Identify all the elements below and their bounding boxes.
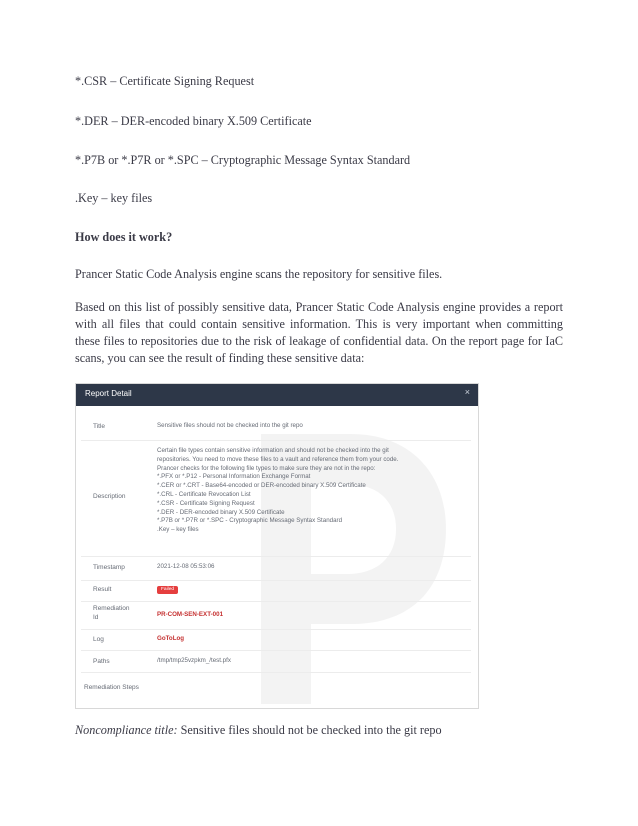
- description-line: Prancer checks for the following file types to make sure they are not in the repo:: [157, 464, 376, 472]
- description-label: Description: [93, 493, 126, 500]
- file-type-p7b: *.P7B or *.P7R or *.SPC – Cryptographic Message Syntax Standard: [75, 153, 411, 167]
- timestamp-value: 2021-12-08 05:53:06: [157, 563, 215, 570]
- log-label: Log: [93, 636, 104, 643]
- file-type-key: .Key – key files: [75, 191, 153, 205]
- title-value: Sensitive files should not be checked into the git repo: [157, 422, 303, 429]
- remediation-label-line: Id: [93, 614, 99, 621]
- file-type-csr: *.CSR – Certificate Signing Request: [75, 74, 255, 88]
- section-heading: How does it work?: [75, 230, 173, 244]
- status-badge: Failed: [157, 586, 178, 594]
- description-line: *.PFX or *.P12 - Personal Information Exchange Format: [157, 473, 311, 481]
- description-line: .Key – key files: [157, 526, 199, 534]
- title-label: Title: [93, 423, 106, 430]
- result-row: [81, 580, 471, 602]
- noncompliance-line: [75, 722, 563, 739]
- title-row: [81, 414, 471, 441]
- description-line: *.DER - DER-encoded binary X.509 Certificate: [157, 508, 285, 516]
- description-line: repositories. You need to move these files to a vault and reference them from your code.: [157, 455, 399, 463]
- noncompliance-value: Sensitive files should not be checked into the git repo: [177, 723, 442, 737]
- remediation-label-line: Remediation: [93, 605, 130, 612]
- remediation-steps-label: Remediation Steps: [84, 684, 139, 691]
- report-detail-panel: [75, 383, 479, 709]
- timestamp-row: [81, 556, 471, 581]
- report-header: [76, 384, 478, 406]
- description-line: Certain file types contain sensitive information and should not be checked into the git: [157, 447, 389, 454]
- result-label: Result: [93, 586, 112, 593]
- description-row: [81, 440, 471, 557]
- description-line: *.CRL - Certificate Revocation List: [157, 490, 251, 498]
- timestamp-label: Timestamp: [93, 564, 125, 571]
- log-row: [81, 629, 471, 651]
- paths-row: [81, 650, 471, 673]
- file-type-der: *.DER – DER-encoded binary X.509 Certificate: [75, 114, 312, 128]
- remediation-id-value: PR-COM-SEN-EXT-001: [157, 611, 224, 618]
- description-paragraph: Based on this list of possibly sensitive data, Prancer Static Code Analysis engine provides a report with all files that could contain sensitive information. This is very important when committing these files to repositories due to the risk of leakage of confidential data. On the report page for IaC scans, you can see the result of finding these sensitive data:: [75, 300, 563, 365]
- go-to-log-link[interactable]: GoToLog: [157, 635, 185, 642]
- description-line: *.CSR - Certificate Signing Request: [157, 499, 255, 507]
- noncompliance-label: Noncompliance title:: [75, 723, 178, 737]
- description-line: *.CER or *.CRT - Base64-encoded or DER-encoded binary X.509 Certificate: [157, 482, 366, 490]
- close-icon[interactable]: ×: [464, 387, 470, 397]
- paths-label: Paths: [93, 658, 110, 665]
- report-title: Report Detail: [85, 389, 132, 398]
- paths-value: /tmp/tmp25vzpkm_/test.pfx: [157, 657, 231, 664]
- remediation-row: [81, 601, 471, 630]
- remediation-label: [93, 604, 130, 622]
- intro-paragraph: Prancer Static Code Analysis engine scans the repository for sensitive files.: [75, 267, 443, 281]
- description-line: *.P7B or *.P7R or *.SPC - Cryptographic Message Syntax Standard: [157, 517, 343, 525]
- description-value: [157, 447, 462, 535]
